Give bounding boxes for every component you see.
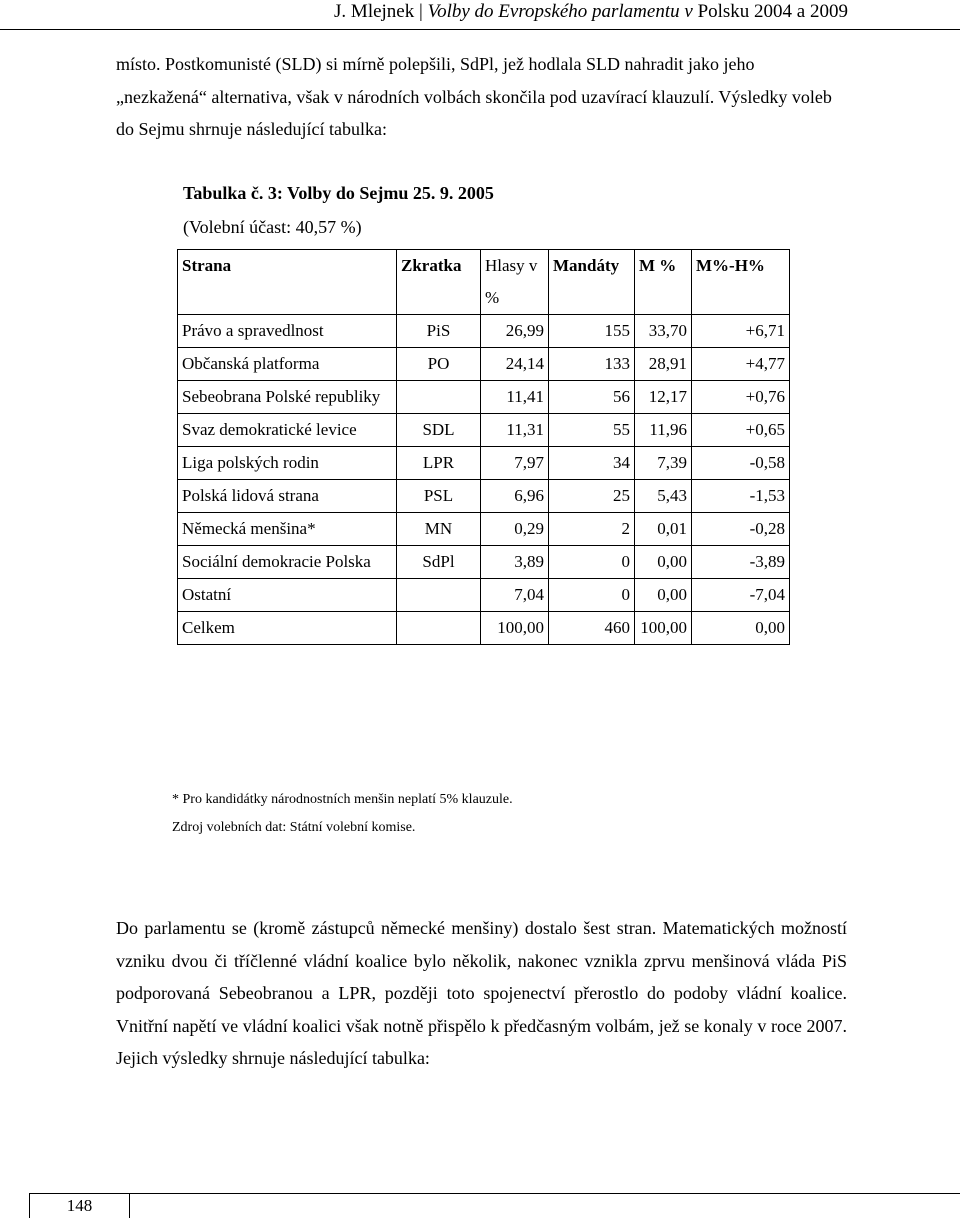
votes-pct: 100,00 — [481, 612, 549, 645]
election-results-table — [177, 249, 790, 645]
seats-pct: 11,96 — [635, 414, 692, 447]
seat-vote-diff: -0,28 — [692, 513, 790, 546]
header-abbr: Zkratka — [397, 250, 481, 315]
party-name: Polská lidová strana — [178, 480, 397, 513]
header-title-italic: Volby do Evropského parlamentu v — [427, 1, 693, 22]
header-title-rest: Polsku 2004 a 2009 — [692, 1, 848, 22]
seats: 460 — [549, 612, 635, 645]
table-row — [178, 414, 790, 447]
table-footnote: * Pro kandidátky národnostních menšin neplatí 5% klauzule. — [172, 792, 513, 807]
table-row — [178, 513, 790, 546]
votes-pct: 11,31 — [481, 414, 549, 447]
paragraph-coalition: Do parlamentu se (kromě zástupců německé menšiny) dostalo šest stran. Matematických možností vzniku dvou či tříčlenné vládní koalice bylo několik, nakonec vznikla zprvu menšinová vláda PiS podporovaná Sebeobranou a LPR, později toto spojenectví přerostlo do podoby vládní koalice. Vnitřní napětí ve vládní koalici však notně přispělo k předčasným volbám, jež se konaly v roce 2007. Jejich výsledky shrnuje následující tabulka: — [116, 918, 847, 1068]
table-header-row — [178, 250, 790, 315]
seats-pct: 7,39 — [635, 447, 692, 480]
votes-pct: 3,89 — [481, 546, 549, 579]
table-row — [178, 381, 790, 414]
party-abbr — [397, 381, 481, 414]
table-row — [178, 579, 790, 612]
votes-pct: 0,29 — [481, 513, 549, 546]
paragraph-intro: místo. Postkomunisté (SLD) si mírně polepšili, SdPl, jež hodlala SLD nahradit jako jeho „nezkažená“ alternativa, však v národních volbách skončila pod uzavírací klauzulí. Výsledky voleb do Sejmu shrnuje následující tabulka: — [116, 54, 832, 139]
party-abbr — [397, 579, 481, 612]
party-name: Svaz demokratické levice — [178, 414, 397, 447]
header-author: J. Mlejnek — [334, 1, 415, 22]
seat-vote-diff: -3,89 — [692, 546, 790, 579]
party-abbr: PiS — [397, 315, 481, 348]
votes-pct: 7,04 — [481, 579, 549, 612]
header-seats: Mandáty — [549, 250, 635, 315]
header-diff: M%-H% — [692, 250, 790, 315]
seats-pct: 100,00 — [635, 612, 692, 645]
votes-pct: 24,14 — [481, 348, 549, 381]
party-abbr: LPR — [397, 447, 481, 480]
votes-pct: 11,41 — [481, 381, 549, 414]
header-party: Strana — [178, 250, 397, 315]
page-number: 148 — [29, 1193, 130, 1218]
table-row — [178, 348, 790, 381]
seat-vote-diff: -7,04 — [692, 579, 790, 612]
seat-vote-diff: -1,53 — [692, 480, 790, 513]
table-row — [178, 546, 790, 579]
votes-pct: 7,97 — [481, 447, 549, 480]
seats: 34 — [549, 447, 635, 480]
party-name: Sebeobrana Polské republiky — [178, 381, 397, 414]
header-divider — [0, 29, 960, 30]
seats: 0 — [549, 579, 635, 612]
seat-vote-diff: +0,76 — [692, 381, 790, 414]
table-row — [178, 315, 790, 348]
header-votes: Hlasy v % — [481, 250, 549, 315]
seats: 56 — [549, 381, 635, 414]
seats-pct: 0,00 — [635, 579, 692, 612]
party-name: Německá menšina* — [178, 513, 397, 546]
seats: 0 — [549, 546, 635, 579]
seats-pct: 33,70 — [635, 315, 692, 348]
party-name: Právo a spravedlnost — [178, 315, 397, 348]
seat-vote-diff: 0,00 — [692, 612, 790, 645]
footer-divider — [128, 1193, 960, 1194]
party-abbr: SDL — [397, 414, 481, 447]
party-abbr: MN — [397, 513, 481, 546]
seats: 2 — [549, 513, 635, 546]
votes-pct: 26,99 — [481, 315, 549, 348]
header-separator: | — [414, 1, 428, 22]
party-name: Občanská platforma — [178, 348, 397, 381]
seats: 25 — [549, 480, 635, 513]
running-header — [334, 1, 848, 23]
party-abbr: PSL — [397, 480, 481, 513]
party-abbr: PO — [397, 348, 481, 381]
table-row — [178, 480, 790, 513]
seats-pct: 12,17 — [635, 381, 692, 414]
party-name: Celkem — [178, 612, 397, 645]
table-source: Zdroj volebních dat: Státní volební komise. — [172, 820, 416, 835]
party-abbr: SdPl — [397, 546, 481, 579]
table-row-total — [178, 612, 790, 645]
seats-pct: 0,01 — [635, 513, 692, 546]
seat-vote-diff: +0,65 — [692, 414, 790, 447]
table-row — [178, 447, 790, 480]
seats-pct: 28,91 — [635, 348, 692, 381]
seats-pct: 5,43 — [635, 480, 692, 513]
header-seat-pct: M % — [635, 250, 692, 315]
seat-vote-diff: +6,71 — [692, 315, 790, 348]
party-name: Ostatní — [178, 579, 397, 612]
seat-vote-diff: -0,58 — [692, 447, 790, 480]
seats: 133 — [549, 348, 635, 381]
page-header — [0, 0, 960, 30]
party-name: Sociální demokracie Polska — [178, 546, 397, 579]
seats-pct: 0,00 — [635, 546, 692, 579]
seats: 55 — [549, 414, 635, 447]
votes-pct: 6,96 — [481, 480, 549, 513]
seats: 155 — [549, 315, 635, 348]
table-subcaption: (Volební účast: 40,57 %) — [183, 217, 362, 237]
party-name: Liga polských rodin — [178, 447, 397, 480]
table-caption: Tabulka č. 3: Volby do Sejmu 25. 9. 2005 — [183, 183, 494, 203]
party-abbr — [397, 612, 481, 645]
seat-vote-diff: +4,77 — [692, 348, 790, 381]
